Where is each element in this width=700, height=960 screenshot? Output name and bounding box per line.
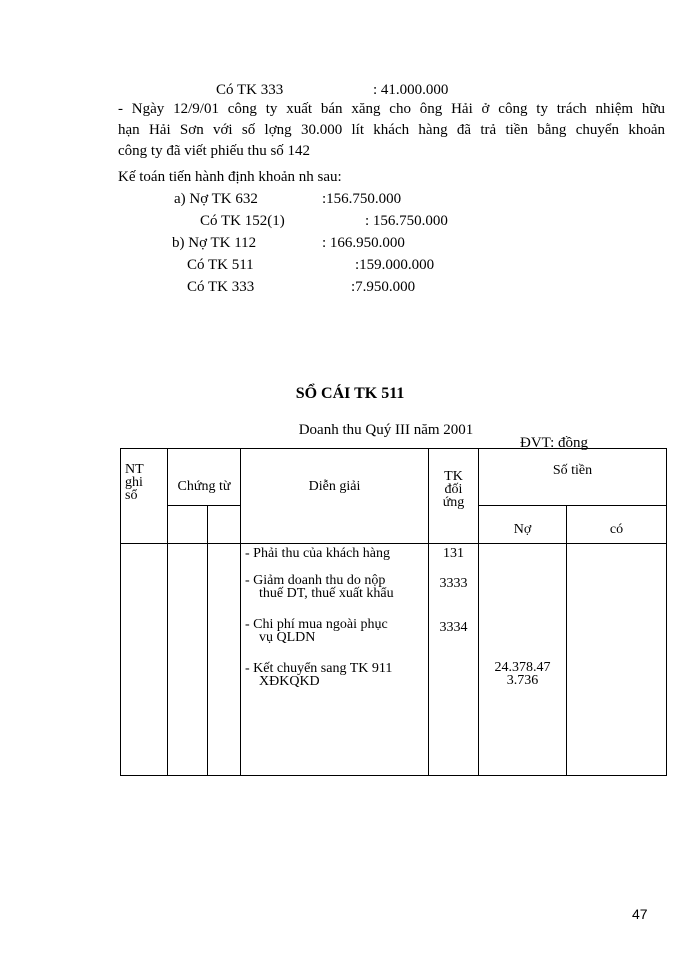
cell-dien-giai [241,544,429,776]
ledger-title: SỔ CÁI TK 511 [295,385,405,402]
entry-b-debit-label: b) Nợ TK 112 [172,235,257,251]
intro-line: Kế toán tiến hành định khoản nh sau: [118,169,342,185]
top-entry-account: Có TK 333 [216,82,284,98]
ledger-table [120,448,667,776]
ledger-subtitle: Doanh thu Quý III năm 2001 [298,422,474,438]
entry-b-credit1-label: Có TK 511 [187,257,254,273]
cell-ct-ngay [208,544,241,776]
entry-a-credit-amount: : 156.750.000 [365,213,448,229]
entry-a-debit-amount: :156.750.000 [322,191,402,207]
entry-b-credit2-label: Có TK 333 [187,279,255,295]
entry-a-debit-label: a) Nợ TK 632 [174,191,258,207]
entry-b-credit1-amount: :159.000.000 [355,257,435,273]
entry-b-credit2-amount: :7.950.000 [351,279,416,295]
account-code: 3334 [439,620,468,635]
debit-amount: 24.378.47 3.736 [494,660,551,688]
header-nt-ghi-so: NT ghi sổ [121,449,168,544]
header-chung-tu-so [168,506,208,544]
header-tk-doi-ung: TK đối ứng [429,449,479,544]
list-item: - Chi phí mua ngoài phục vụ QLDN [245,617,388,645]
list-item: - Giảm doanh thu do nộp thuế DT, thuế xuất khẩu [245,573,394,601]
top-entry-amount: : 41.000.000 [373,82,449,98]
list-item: - Kết chuyển sang TK 911 XĐKQKD [245,661,393,689]
entry-b-debit-amount: : 166.950.000 [322,235,405,251]
header-chung-tu: Chứng từ [168,449,241,506]
transaction-paragraph [118,99,665,162]
account-code: 3333 [439,576,468,591]
header-dien-giai: Diễn giải [241,449,429,544]
currency-unit: ĐVT: đồng [520,435,588,451]
paragraph-line: công ty đã viết phiếu thu số 142 [118,143,311,159]
account-code: 131 [443,546,464,561]
cell-ct-so [168,544,208,776]
list-item: - Phải thu của khách hàng [245,546,391,561]
cell-tk-doi-ung [429,544,479,776]
header-row [121,449,667,506]
table-row [121,544,667,776]
cell-no [479,544,567,776]
header-so-tien: Số tiền [479,449,667,506]
entry-a-credit-label: Có TK 152(1) [200,213,285,229]
header-co: có [567,506,667,544]
cell-nt [121,544,168,776]
paragraph-line: hạn Hải Sơn với số lợng 30.000 lít khách hàng đã trả tiền bằng chuyển khoản [118,122,665,138]
header-chung-tu-ngay [208,506,241,544]
page-number: 47 [632,906,648,922]
paragraph-line: - Ngày 12/9/01 công ty xuất bán xăng cho ông Hải ở công ty trách nhiệm hữu [118,101,665,117]
cell-co [567,544,667,776]
header-no: Nợ [479,506,567,544]
